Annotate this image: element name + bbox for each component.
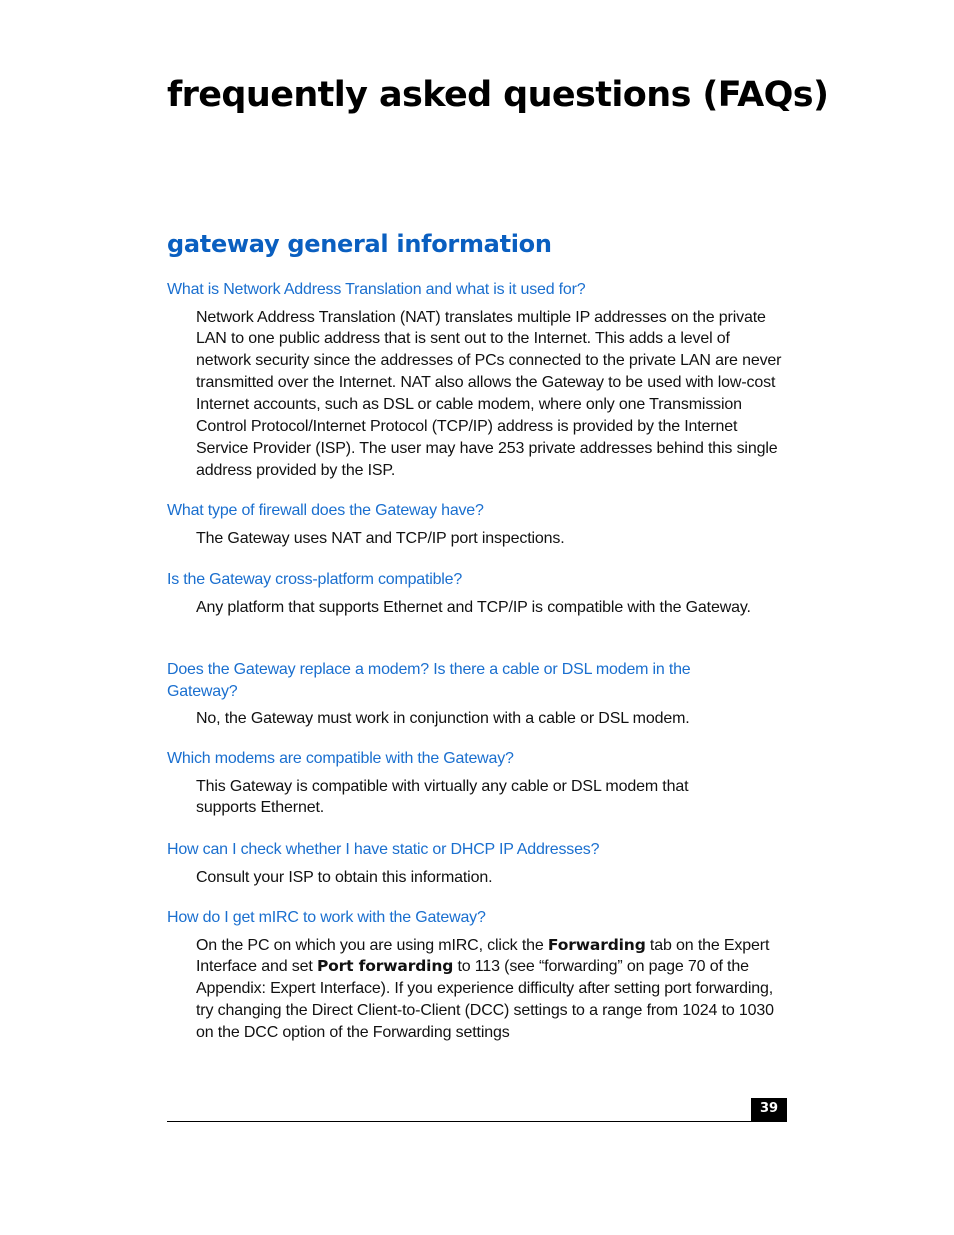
faq-item-compatible-modems <box>167 748 787 819</box>
page-number: 39 <box>751 1098 787 1122</box>
footer-rule <box>167 1121 787 1122</box>
faq-question: Is the Gateway cross-platform compatible? <box>167 571 463 588</box>
answer-text: On the PC on which you are using mIRC, click the <box>196 936 548 954</box>
faq-answer: The Gateway uses NAT and TCP/IP port inspections. <box>196 529 565 547</box>
forwarding-term: Forwarding <box>547 935 646 954</box>
faq-question: What type of firewall does the Gateway have? <box>167 502 484 519</box>
faq-answer: Network Address Translation (NAT) translates multiple IP addresses on the private LAN to one public address that is sent out to the Internet. This adds a level of network security since the addresses of PCs connected to the private LAN are never transmitted over the Internet. NAT also allows the Gateway to be used with low-cost Internet accounts, such as DSL or cable modem, where only one Transmission Control Protocol/Internet Protocol (TCP/IP) address is provided by the Internet Service Provider (ISP). The user may have 253 private addresses behind this single address provided by the ISP. <box>196 308 782 479</box>
section-heading: gateway general information <box>167 230 552 258</box>
faq-question: How do I get mIRC to work with the Gateway? <box>167 909 486 926</box>
faq-answer: No, the Gateway must work in conjunction with a cable or DSL modem. <box>196 710 690 727</box>
port-forwarding-term: Port forwarding <box>316 957 454 976</box>
faq-answer: Consult your ISP to obtain this information. <box>196 868 493 886</box>
faq-answer: Any platform that supports Ethernet and TCP/IP is compatible with the Gateway. <box>196 598 751 616</box>
faq-question: What is Network Address Translation and what is it used for? <box>167 281 586 298</box>
faq-item-mirc <box>167 907 787 1044</box>
faq-answer: This Gateway is compatible with virtually any cable or DSL modem that supports Ethernet. <box>196 777 689 817</box>
faq-question: Does the Gateway replace a modem? Is there a cable or DSL modem in the Gateway? <box>167 661 691 700</box>
faq-question: How can I check whether I have static or DHCP IP Addresses? <box>167 841 600 858</box>
faq-answer <box>196 935 786 1045</box>
faq-item-nat <box>167 279 787 482</box>
faq-item-cross-platform <box>167 569 787 618</box>
faq-question: Which modems are compatible with the Gateway? <box>167 750 514 767</box>
faq-item-static-dhcp <box>167 839 787 888</box>
faq-item-firewall <box>167 500 787 549</box>
answer-text: tab on the Expert Interface and set <box>196 936 770 976</box>
answer-text: to 113 (see “forwarding” on page 70 of the Appendix: Expert Interface). If you experience difficulty after setting port forwarding, try changing the Direct Client-to-Client (DCC) settings to a range from 1024 to 1030 on the DCC option of the Forwarding settings <box>196 958 774 1042</box>
page-title: frequently asked questions (FAQs) <box>167 75 829 115</box>
faq-item-modem <box>167 659 787 730</box>
